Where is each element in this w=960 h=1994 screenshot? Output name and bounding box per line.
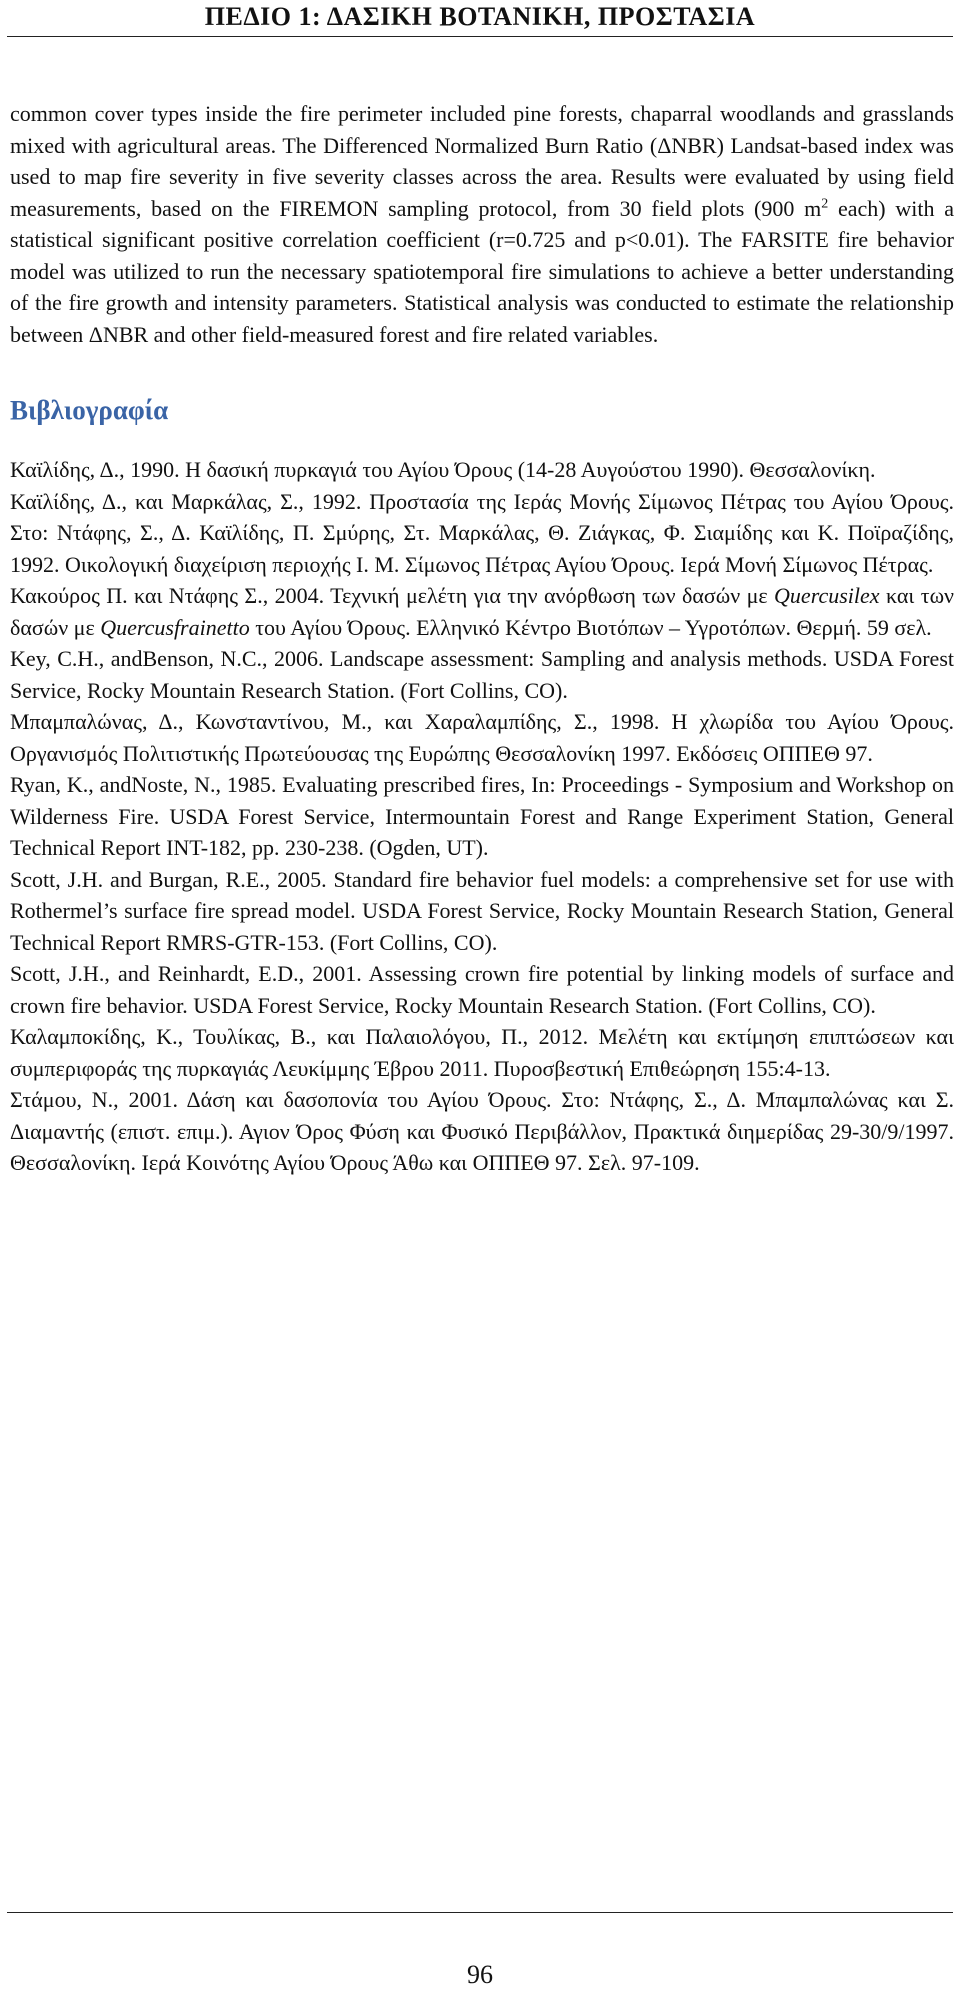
reference-item: Καλαμποκίδης, Κ., Τουλίκας, Β., και Παλαιολόγου, Π., 2012. Μελέτη και εκτίμηση επιπτώσεων και συμπεριφοράς της πυρκαγιάς Λευκίμμης Έβρου 2011. Πυροσβεστική Επιθεώρηση 155:4-13. (10, 1024, 954, 1081)
page-number: 96 (467, 1960, 493, 1989)
reference-species-name: Quercusfrainetto (100, 614, 250, 640)
abstract-text-part2: each) with a statistical significant positive correlation coefficient (r=0.725 and p<0.01). The FARSITE fire behavior model was utilized to run the necessary spatiotemporal fire simulations to achieve a better understanding of the fire growth and intensity parameters. Statistical analysis was conducted to estimate the relationship between ΔNBR and other field-measured forest and fire related variables. (10, 195, 955, 347)
reference-text: του Αγίου Όρους. Ελληνικό Κέντρο Βιοτόπων – Υγροτόπων. Θερμή. 59 σελ. (249, 614, 932, 640)
references-heading: Βιβλιογραφία (10, 395, 169, 425)
main-content (10, 98, 954, 1179)
reference-item: Scott, J.H. and Burgan, R.E., 2005. Standard fire behavior fuel models: a comprehensive set for use with Rothermel’s surface fire spread model. USDA Forest Service, Rocky Mountain Research Station, General Technical Report RMRS-GTR-153. (Fort Collins, CO). (10, 866, 954, 955)
reference-item (10, 580, 954, 643)
reference-text: και των δασών με (10, 583, 954, 640)
reference-item: Στάμου, Ν., 2001. Δάση και δασοπονία του Αγίου Όρους. Στο: Ντάφης, Σ., Δ. Μπαμπαλώνας και Σ. Διαμαντής (επιστ. επιμ.). Αγιον Όρος Φύση και Φυσικό Περιβάλλον, Πρακτικά διημερίδας 29-30/9/1997. Θεσσαλονίκη. Ιερά Κοινότης Αγίου Όρους Άθω και ΟΠΠΕΘ 97. Σελ. 97-109. (10, 1087, 954, 1175)
reference-text: Κακούρος Π. και Ντάφης Σ., 2004. Τεχνική μελέτη για την ανόρθωση των δασών με (10, 583, 775, 608)
reference-species-name: Quercusilex (774, 583, 880, 608)
reference-item: Scott, J.H., and Reinhardt, E.D., 2001. Assessing crown fire potential by linking models of surface and crown fire behavior. USDA Forest Service, Rocky Mountain Research Station. (Fort Collins, CO). (10, 961, 954, 1018)
abstract-superscript: 2 (821, 196, 829, 212)
page-header-title: ΠΕΔΙΟ 1: ΔΑΣΙΚΗ ΒΟΤΑΝΙΚΗ, ΠΡΟΣΤΑΣΙΑ (204, 2, 756, 31)
reference-item: Καϊλίδης, Δ., 1990. Η δασική πυρκαγιά του Αγίου Όρους (14-28 Αυγούστου 1990). Θεσσαλονίκη. (10, 457, 876, 482)
footer-divider (7, 1912, 953, 1913)
reference-item: Καϊλίδης, Δ., και Μαρκάλας, Σ., 1992. Προστασία της Ιεράς Μονής Σίμωνος Πέτρας του Αγίου Όρους. Στο: Ντάφης, Σ., Δ. Καϊλίδης, Π. Σμύρης, Στ. Μαρκάλας, Θ. Ζιάγκας, Φ. Σιαμίδης και Κ. Ποϊραζίδης, 1992. Οικολογική διαχείριση περιοχής Ι. Μ. Σίμωνος Πέτρας Αγίου Όρους. Ιερά Μονή Σίμωνος Πέτρας. (10, 488, 954, 577)
reference-item: Μπαμπαλώνας, Δ., Κωνσταντίνου, Μ., και Χαραλαμπίδης, Σ., 1998. Η χλωρίδα του Αγίου Όρους. Οργανισμός Πολιτιστικής Πρωτεύουσας της Ευρώπης Θεσσαλονίκη 1997. Εκδόσεις ΟΠΠΕΘ 97. (10, 709, 954, 766)
abstract-text-part1: common cover types inside the fire perimeter included pine forests, chaparral woodlands and grasslands mixed with agricultural areas. The Differenced Normalized Burn Ratio (ΔNBR) Landsat-based index was used to map fire severity in five severity classes across the area. Results were evaluated by using field measurements, based on the FIREMON sampling protocol, from 30 field plots (900 m (10, 101, 954, 221)
header-divider (7, 36, 953, 37)
abstract-paragraph (10, 98, 954, 350)
reference-item: Key, C.H., andBenson, N.C., 2006. Landscape assessment: Sampling and analysis methods. USDA Forest Service, Rocky Mountain Research Station. (Fort Collins, CO). (10, 646, 954, 703)
reference-item: Ryan, K., andNoste, N., 1985. Evaluating prescribed fires, In: Proceedings - Symposium and Workshop on Wilderness Fire. USDA Forest Service, Intermountain Forest and Range Experiment Station, General Technical Report INT-182, pp. 230-238. (Ogden, UT). (10, 772, 954, 860)
